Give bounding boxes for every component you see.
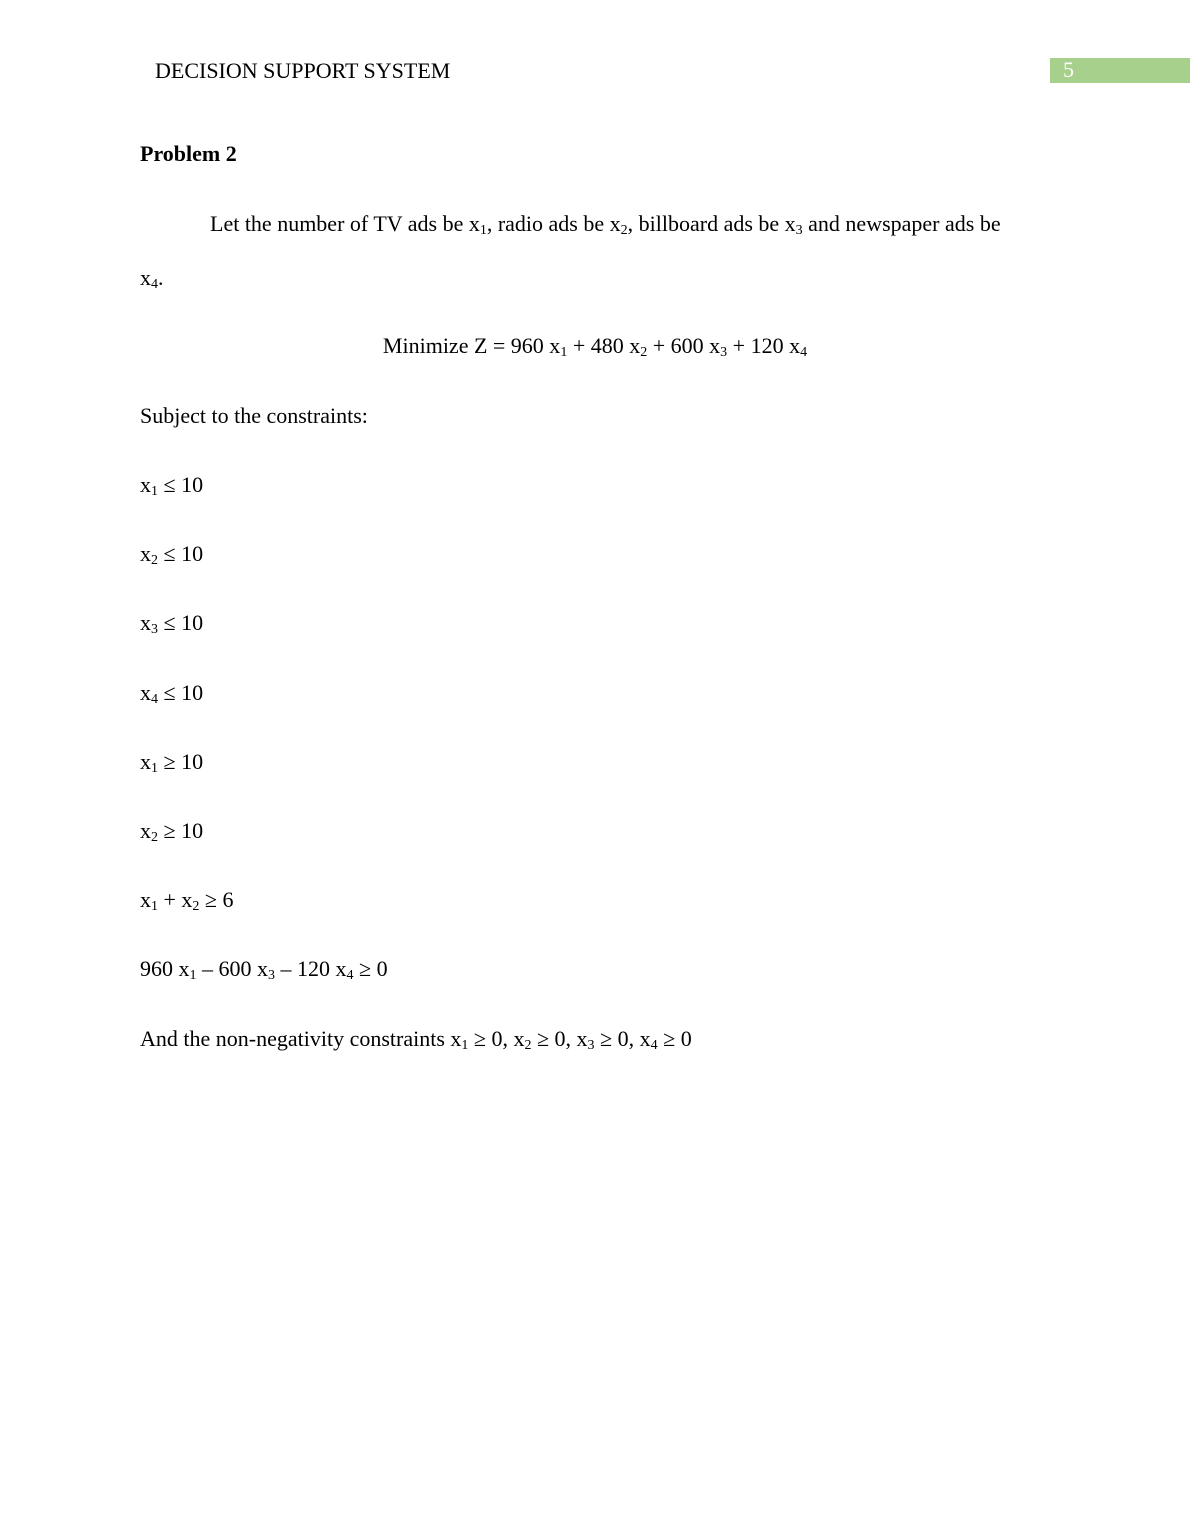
constraint-sum: $x_1 + x_2 \ge 6$ — [140, 887, 234, 914]
intro-line-1: Let the number of TV ads be $x_1$, radio ads be $x_2$, billboard ads be $x_3$ and newspaper ads be — [210, 211, 1001, 238]
constraint-budget: 960 $x_1 - 600$ $x_3 - 120$ $x_4 \ge 0$ — [140, 956, 388, 983]
page-number: 5 — [1063, 57, 1074, 82]
constraint-x1-max: $x_1 \le 10$ — [140, 472, 204, 499]
constraint-x2-min: $x_2 \ge 10$ — [140, 818, 204, 845]
objective-function: Minimize Z = 960 $x_1 + 480$ $x_2 + 600$ $x_3 + 120$ $x_4$ — [382, 333, 808, 360]
constraint-x2-max: $x_2 \le 10$ — [140, 541, 204, 568]
constraints-label: Subject to the constraints: — [140, 403, 368, 428]
intro-line-2: $x_4$. — [140, 265, 164, 292]
constraint-x4-max: $x_4 \le 10$ — [140, 680, 204, 707]
nonnegativity-constraints: And the non-negativity constraints $x_1 \ge 0$, $x_2 \ge 0$, $x_3 \ge 0$, $x_4 \ge 0$ — [140, 1026, 692, 1053]
constraint-x3-max: $x_3 \le 10$ — [140, 610, 204, 637]
problem-heading: Problem 2 — [140, 141, 237, 166]
page-number-badge — [1050, 58, 1190, 83]
running-header-title: DECISION SUPPORT SYSTEM — [155, 58, 451, 83]
constraint-x1-min: $x_1 \ge 10$ — [140, 749, 204, 776]
